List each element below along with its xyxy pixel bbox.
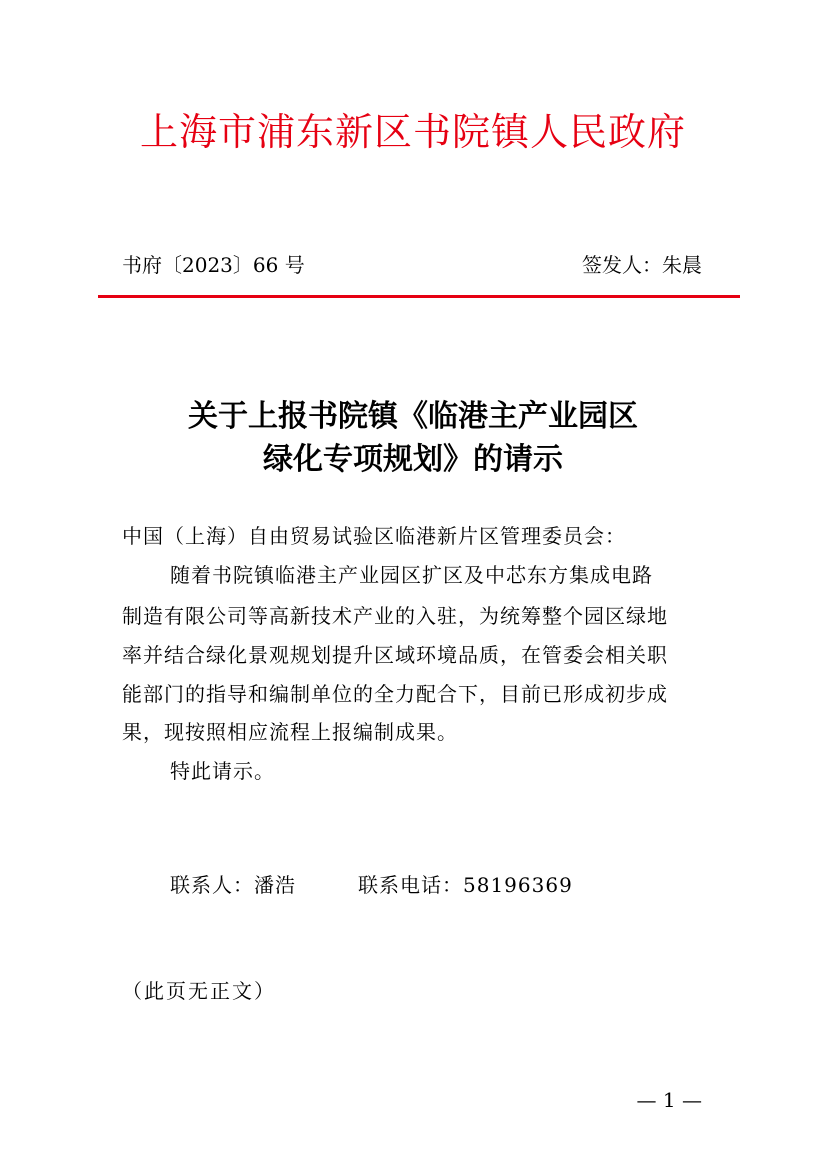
page-number: — 1 —	[636, 1088, 702, 1112]
red-divider	[98, 295, 740, 298]
signer: 签发人：朱晨	[582, 253, 702, 277]
body-line: 果，现按照相应流程上报编制成果。	[122, 720, 458, 744]
body-line: 能部门的指导和编制单位的全力配合下，目前已形成初步成	[122, 682, 668, 706]
no-body-note: （此页无正文）	[122, 979, 276, 1003]
closing-line: 特此请示。	[170, 759, 275, 783]
subject-line-1: 关于上报书院镇《临港主产业园区	[188, 399, 638, 434]
issuing-authority-title: 上海市浦东新区书院镇人民政府	[139, 110, 686, 154]
body-line: 随着书院镇临港主产业园区扩区及中芯东方集成电路	[170, 563, 653, 587]
document-number: 书府〔2023〕66 号	[122, 253, 305, 277]
contact-person: 联系人：潘浩	[170, 873, 296, 897]
body-line: 率并结合绿化景观规划提升区域环境品质，在管委会相关职	[122, 643, 668, 667]
contact-info	[170, 869, 573, 901]
subject-line-2: 绿化专项规划》的请示	[263, 442, 563, 477]
contact-phone: 联系电话：58196369	[358, 873, 573, 897]
addressee: 中国（上海）自由贸易试验区临港新片区管理委员会：	[122, 524, 626, 548]
body-line: 制造有限公司等高新技术产业的入驻，为统筹整个园区绿地	[122, 604, 668, 628]
